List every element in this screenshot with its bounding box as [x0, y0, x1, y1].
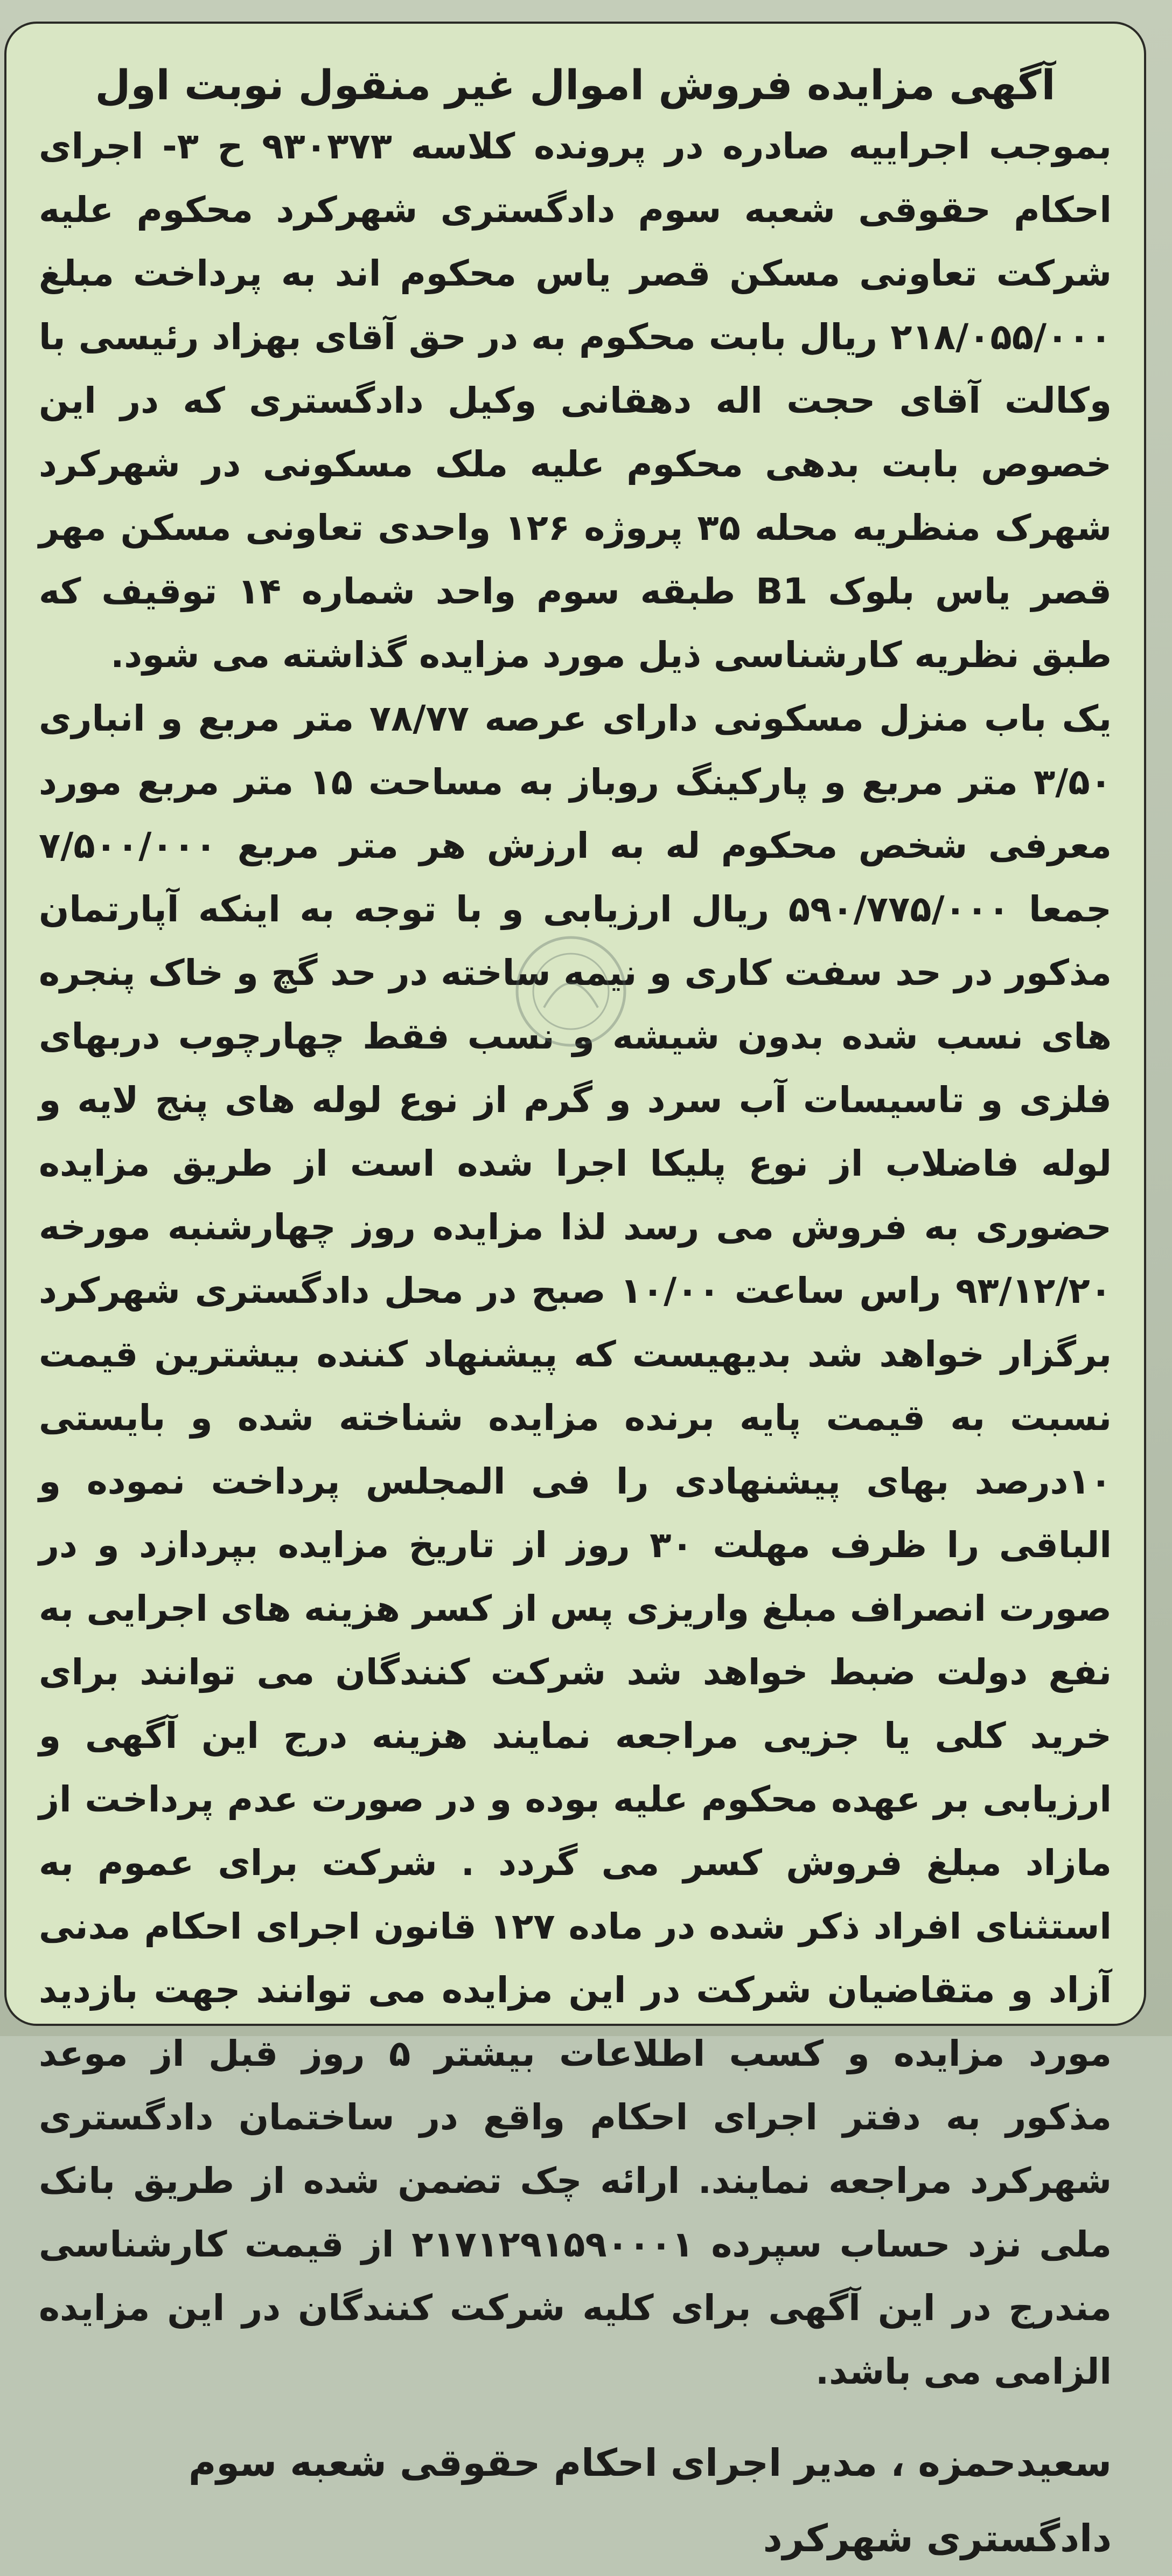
notice-title: آگهی مزایده فروش اموال غیر منقول نوبت اول: [95, 61, 1056, 109]
signature-line-1: سعیدحمزه ، مدیر اجرای احکام حقوقی شعبه سوم: [188, 2441, 1112, 2485]
notice-paragraph-1: بموجب اجراییه صادره در پرونده کلاسه ۹۳۰۳۷۳ ح ۳- اجرای احکام حقوقی شعبه سوم دادگستری شهرکرد محکوم علیه شرکت تعاونی مسکن قصر یاس محکوم اند به پرداخت مبلغ ۲۱۸/۰۵۵/۰۰۰ ریال بابت محکوم به در حق آقای بهزاد رئیسی با وکالت آقای حجت اله دهقانی وکیل دادگستری که در این خصوص بابت بدهی محکوم علیه ملک مسکونی در شهرکرد شهرک منظریه محله ۳۵ پروژه ۱۲۶ واحدی تعاونی مسکن مهر قصر یاس بلوک B1 طبقه سوم واحد شماره ۱۴ توقیف که طبق نظریه کارشناسی ذیل مورد مزایده گذاشته می شود.: [39, 126, 1112, 676]
notice-paragraph-2: یک باب منزل مسکونی دارای عرصه ۷۸/۷۷ متر مربع و انباری ۳/۵۰ متر مربع و پارکینگ روباز به مساحت ۱۵ متر مربع مورد معرفی شخص محکوم له به ارزش هر متر مربع ۷/۵۰۰/۰۰۰ جمعا ۵۹۰/۷۷۵/۰۰۰ ریال ارزیابی و با توجه به اینکه آپارتمان مذکور در حد سفت کاری و نیمه ساخته در حد گچ و خاک پنجره های نسب شده بدون شیشه و نسب فقط چهارچوب دربهای فلزی و تاسیسات آب سرد و گرم از نوع لوله های پنج لایه و لوله فاضلاب از نوع پلیکا اجرا شده است از طریق مزایده حضوری به فروش می رسد لذا مزایده روز چهارشنبه مورخه ۹۳/۱۲/۲۰ راس ساعت ۱۰/۰۰ صبح در محل دادگستری شهرکرد برگزار خواهد شد بدیهیست که پیشنهاد کننده بیشترین قیمت نسبت به قیمت پایه برنده مزایده شناخته شده و بایستی ۱۰درصد بهای پیشنهادی را فی المجلس پرداخت نموده و الباقی را ظرف مهلت ۳۰ روز از تاریخ مزایده بپردازد و در صورت انصراف مبلغ واریزی پس از کسر هزینه های اجرایی به نفع دولت ضبط خواهد شد شرکت کنندگان می توانند برای خرید کلی یا جزیی مراجعه نمایند هزینه درج این آگهی و ارزیابی بر عهده محکوم علیه بوده و در صورت عدم پرداخت از مازاد مبلغ فروش کسر می گردد . شرکت برای عموم به استثنای افراد ذکر شده در ماده ۱۲۷ قانون اجرای احکام مدنی آزاد و متقاضیان شرکت در این مزایده می توانند جهت بازدید مورد مزایده و کسب اطلاعات بیشتر ۵ روز قبل از موعد مذکور به دفتر اجرای احکام واقع در ساختمان دادگستری شهرکرد مراجعه نمایند. ارائه چک تضمن شده از طریق بانک ملی نزد حساب سپرده ۲۱۷۱۲۹۱۵۹۰۰۰۱ از قیمت کارشناسی مندرج در این آگهی برای کلیه شرکت کنندگان در این مزایده الزامی می باشد.: [39, 698, 1112, 2393]
signature-block: [39, 2425, 1112, 2576]
watermark-seal-icon: [501, 927, 641, 1056]
signature-line-2: دادگستری شهرکرد: [763, 2516, 1112, 2561]
